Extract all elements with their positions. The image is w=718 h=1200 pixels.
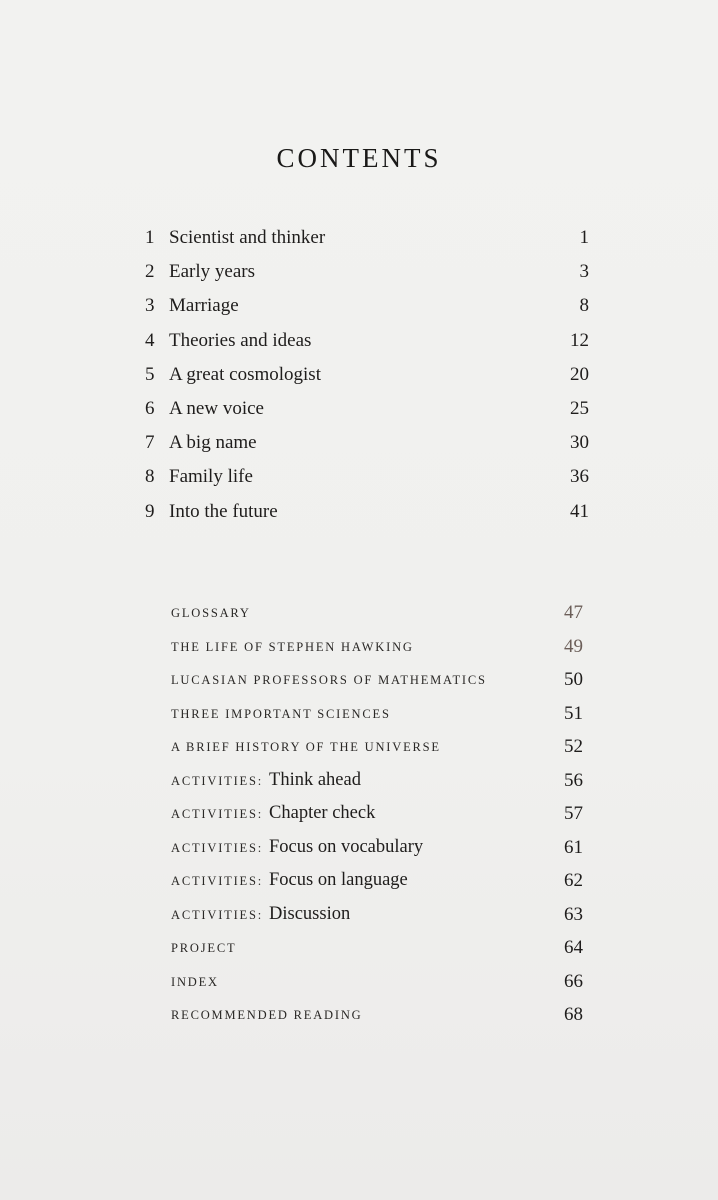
back-matter-page-number: 52	[564, 736, 583, 757]
chapter-entry	[145, 426, 591, 460]
back-matter-label: ACTIVITIES:	[171, 874, 264, 888]
chapter-title: A big name	[169, 432, 257, 454]
back-matter-subtitle: Focus on language	[269, 870, 408, 890]
back-matter-entry	[171, 630, 585, 664]
chapter-number: 6	[145, 397, 155, 419]
chapter-entry	[145, 495, 591, 529]
chapter-entry	[145, 221, 591, 255]
back-matter-subtitle: Discussion	[269, 903, 351, 924]
chapter-page-number: 12	[570, 329, 589, 351]
back-matter-entry	[171, 596, 585, 630]
chapter-title: A new voice	[169, 397, 264, 419]
chapter-number: 7	[145, 432, 155, 454]
back-matter-label: ACTIVITIES:	[171, 773, 264, 788]
page-title: CONTENTS	[276, 143, 442, 173]
chapter-entry	[145, 460, 591, 494]
back-matter-entry	[171, 998, 585, 1032]
chapter-page-number: 8	[579, 295, 589, 317]
back-matter-label: LUCASIAN PROFESSORS OF MATHEMATICS	[171, 673, 487, 687]
back-matter-entry	[171, 965, 585, 999]
back-matter-label: PROJECT	[171, 941, 237, 955]
chapter-number: 8	[145, 466, 155, 488]
chapter-entry	[145, 289, 591, 323]
chapter-number: 4	[145, 329, 155, 351]
back-matter-label: THREE IMPORTANT SCIENCES	[171, 706, 391, 721]
chapter-page-number: 41	[570, 500, 589, 522]
back-matter-page-number: 66	[564, 970, 583, 992]
back-matter-entry	[171, 697, 585, 731]
chapter-page-number: 30	[570, 432, 589, 454]
chapter-entry	[145, 324, 591, 358]
chapter-list	[145, 221, 591, 529]
back-matter-label: A BRIEF HISTORY OF THE UNIVERSE	[171, 740, 441, 754]
chapter-entry	[145, 392, 591, 426]
back-matter-entry	[171, 797, 585, 831]
back-matter-page-number: 47	[564, 602, 583, 623]
back-matter-page-number: 49	[564, 635, 583, 657]
back-matter-label: ACTIVITIES:	[171, 907, 264, 922]
chapter-number: 9	[145, 500, 155, 522]
back-matter-page-number: 61	[564, 836, 583, 858]
back-matter-entry	[171, 831, 585, 865]
chapter-page-number: 36	[570, 466, 589, 488]
chapter-page-number: 20	[570, 363, 589, 385]
chapter-entry	[145, 255, 591, 289]
chapter-title: A great cosmologist	[169, 363, 321, 385]
back-matter-entry	[171, 764, 585, 798]
back-matter-subtitle: Focus on vocabulary	[269, 836, 424, 857]
back-matter-page-number: 50	[564, 669, 583, 690]
back-matter-label: GLOSSARY	[171, 606, 251, 620]
back-matter-page-number: 64	[564, 937, 583, 958]
back-matter-subtitle: Chapter check	[269, 803, 376, 823]
back-matter-label: THE LIFE OF STEPHEN HAWKING	[171, 639, 414, 654]
back-matter-entry	[171, 730, 585, 764]
back-matter-entry	[171, 864, 585, 898]
back-matter-entry	[171, 663, 585, 697]
back-matter-entry	[171, 931, 585, 965]
back-matter-page-number: 56	[564, 769, 583, 791]
back-matter-page-number: 62	[564, 870, 583, 891]
back-matter-page-number: 63	[564, 903, 583, 925]
chapter-number: 1	[145, 227, 155, 248]
back-matter-list	[171, 596, 585, 1032]
back-matter-label: RECOMMENDED READING	[171, 1008, 363, 1022]
chapter-page-number: 1	[579, 227, 589, 248]
chapter-page-number: 25	[570, 397, 589, 419]
back-matter-page-number: 57	[564, 803, 583, 824]
chapter-page-number: 3	[579, 261, 589, 283]
chapter-title: Marriage	[169, 295, 239, 317]
back-matter-label: ACTIVITIES:	[171, 840, 264, 855]
chapter-entry	[145, 358, 591, 392]
chapter-title: Scientist and thinker	[169, 227, 326, 248]
chapter-title: Theories and ideas	[169, 329, 312, 351]
chapter-title: Family life	[169, 466, 253, 488]
back-matter-label: INDEX	[171, 974, 219, 989]
back-matter-page-number: 51	[564, 702, 583, 724]
chapter-number: 3	[145, 295, 155, 317]
back-matter-page-number: 68	[564, 1004, 583, 1025]
chapter-title: Into the future	[169, 500, 278, 522]
back-matter-label: ACTIVITIES:	[171, 807, 264, 821]
back-matter-entry	[171, 898, 585, 932]
chapter-title: Early years	[169, 261, 255, 283]
chapter-number: 2	[145, 261, 155, 283]
chapter-number: 5	[145, 363, 155, 385]
back-matter-subtitle: Think ahead	[269, 769, 361, 790]
